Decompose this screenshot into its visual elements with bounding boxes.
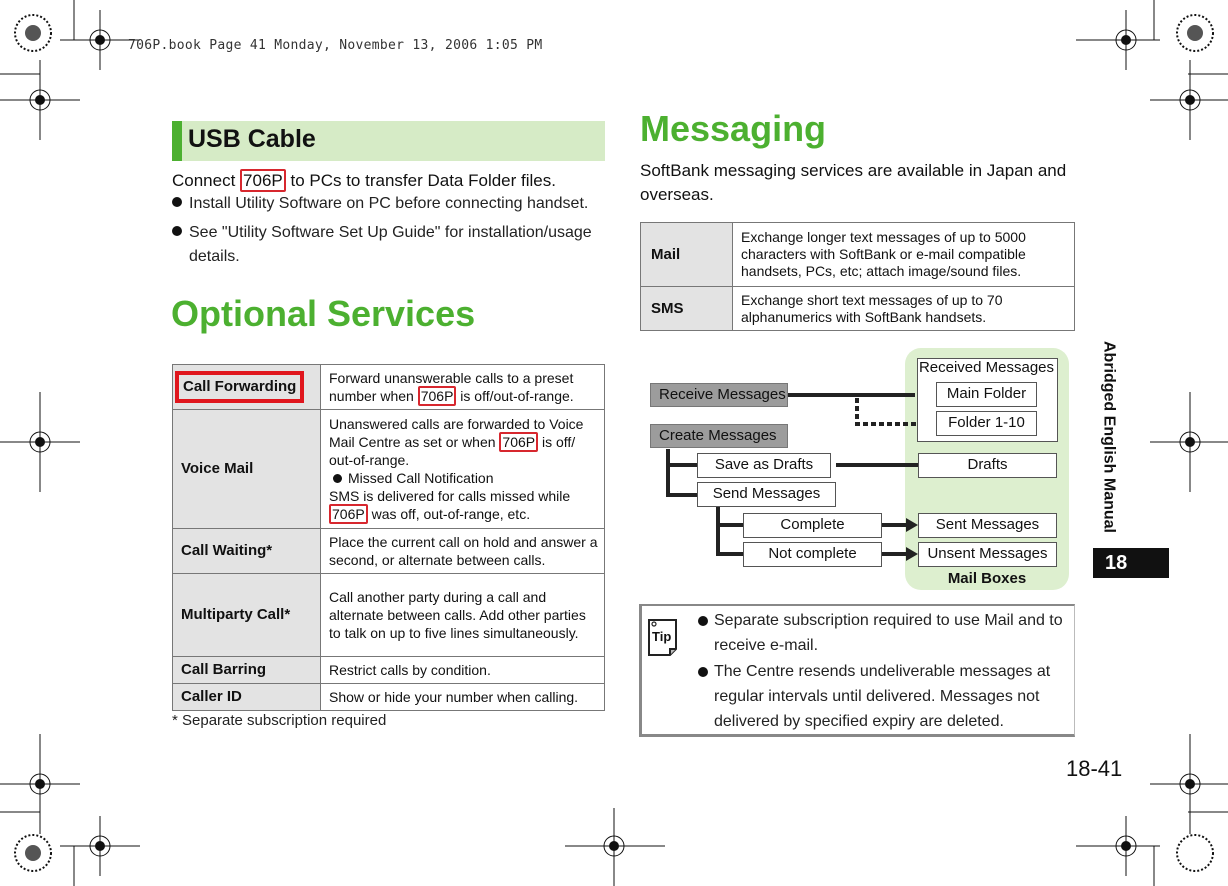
- table-row: SMS Exchange short text messages of up to 70 alphanumerics with SoftBank handsets.: [641, 287, 1075, 331]
- complete-node: Complete: [743, 513, 882, 538]
- drafts-node: Drafts: [918, 453, 1057, 478]
- footnote: * Separate subscription required: [172, 712, 387, 729]
- list-item: Separate subscription required to use Mail and to receive e-mail.: [698, 608, 1068, 658]
- device-name: 706P: [499, 432, 538, 452]
- send-messages-node: Send Messages: [697, 482, 836, 507]
- create-messages-node: Create Messages: [650, 424, 788, 448]
- tip-icon: [646, 617, 682, 662]
- sms-label: SMS: [641, 287, 733, 331]
- folders-node: Folder 1-10: [936, 411, 1037, 436]
- call-waiting-label: Call Waiting*: [173, 529, 321, 574]
- bullet-icon: [698, 667, 708, 677]
- multiparty-label: Multiparty Call*: [173, 574, 321, 657]
- list-item: The Centre resends undeliverable messages at regular intervals until delivered. Messages not delivered by specified expiry are deleted.: [698, 659, 1068, 734]
- chapter-tab: 18: [1093, 548, 1169, 578]
- usb-connect-text: Connect 706P to PCs to transfer Data Folder files.: [172, 171, 556, 190]
- save-as-drafts-node: Save as Drafts: [697, 453, 831, 478]
- optional-services-title: Optional Services: [171, 293, 476, 334]
- messaging-intro: SoftBank messaging services are available in Japan and overseas.: [640, 161, 1067, 204]
- voice-mail-label: Voice Mail: [173, 410, 321, 529]
- bullet-icon: [698, 616, 708, 626]
- call-forwarding-label: Call Forwarding: [175, 371, 304, 403]
- call-barring-label: Call Barring: [173, 657, 321, 684]
- received-messages-label: Received Messages: [918, 359, 1055, 376]
- device-name: 706P: [329, 504, 368, 524]
- messaging-title: Messaging: [640, 108, 827, 149]
- tip-list: [698, 608, 1068, 734]
- table-row: Call Barring Restrict calls by condition.: [173, 657, 605, 684]
- main-folder-node: Main Folder: [936, 382, 1037, 407]
- table-row: Multiparty Call* Call another party during a call and alternate between calls. Add other parties to talk on up to five lines simultaneously.: [173, 574, 605, 657]
- not-complete-node: Not complete: [743, 542, 882, 567]
- sent-messages-node: Sent Messages: [918, 513, 1057, 538]
- table-row: Call Waiting* Place the current call on hold and answer a second, or alternate between calls.: [173, 529, 605, 574]
- table-row: Caller ID Show or hide your number when calling.: [173, 684, 605, 711]
- usb-cable-title: USB Cable: [188, 125, 316, 153]
- usb-bullet-1: Install Utility Software on PC before connecting handset.: [172, 195, 588, 213]
- usb-bullet-2: See "Utility Software Set Up Guide" for installation/usage details.: [172, 221, 612, 269]
- table-row: Voice Mail Unanswered calls are forwarded to Voice Mail Centre as set or when 706P is off/ out-of-range. Missed Call Notification SMS is delivered for calls missed while 706P was off, out-of-range, etc.: [173, 410, 605, 529]
- device-name: 706P: [418, 386, 457, 406]
- side-tab-title: Abridged English Manual: [1100, 340, 1118, 533]
- receive-messages-node: Receive Messages: [650, 383, 788, 407]
- table-row: Call Forwarding Forward unanswerable calls to a preset number when 706P is off/out-of-range.: [173, 365, 605, 410]
- caller-id-label: Caller ID: [173, 684, 321, 711]
- table-row: Mail Exchange longer text messages of up to 5000 characters with SoftBank or e-mail compatible handsets, PCs, etc; attach image/sound files.: [641, 223, 1075, 287]
- device-name: 706P: [240, 169, 286, 192]
- mail-boxes-label: Mail Boxes: [947, 570, 1027, 587]
- page-number: 18-41: [1066, 756, 1123, 781]
- svg-text:Tip: Tip: [652, 629, 672, 644]
- unsent-messages-node: Unsent Messages: [918, 542, 1057, 567]
- mail-label: Mail: [641, 223, 733, 287]
- print-header: 706P.book Page 41 Monday, November 13, 2006 1:05 PM: [128, 38, 543, 53]
